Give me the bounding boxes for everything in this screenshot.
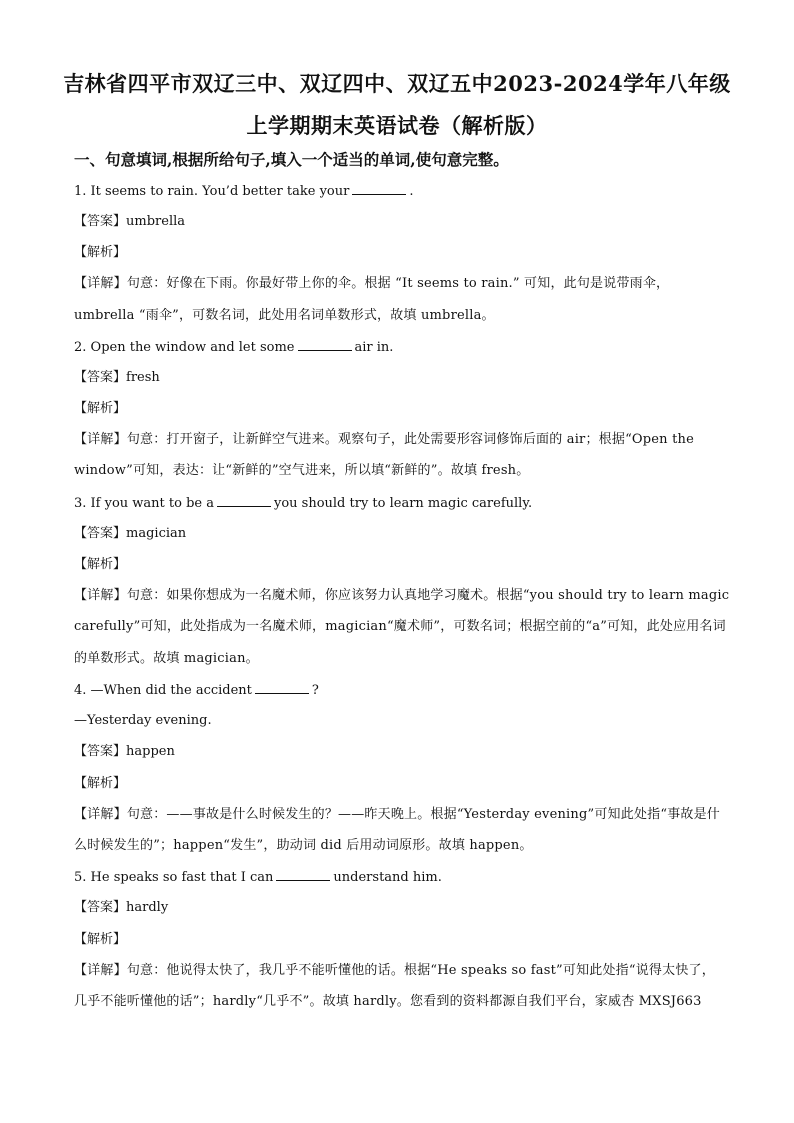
detail-3-line-1 (74, 587, 730, 605)
answer-4 (74, 743, 724, 761)
answer-label: 【答案】 (74, 370, 127, 385)
answer-label: 【答案】 (74, 900, 127, 915)
question-3 (74, 494, 724, 513)
answer-3 (74, 525, 724, 543)
question-text-end: understand him. (333, 870, 442, 885)
answer-blank (255, 681, 309, 694)
question-text: 3. If you want to be a (74, 496, 214, 511)
answer-blank (298, 338, 352, 351)
analysis-label-1: 【解析】 (74, 245, 127, 260)
question-text: 5. He speaks so fast that I can (74, 870, 274, 885)
question-5 (74, 868, 724, 887)
detail-4-line-2: 么时候发生的”；happen“发生”，助动词 did 后用动词原形。故填 happen。 (74, 838, 533, 853)
analysis-label-3: 【解析】 (74, 557, 127, 572)
detail-3-line-3: 的单数形式。故填 magician。 (74, 651, 259, 666)
detail-text: 句意：好像在下雨。你最好带上你的伞。根据 “It seems to rain.” 可知，此句是说带雨伞， (126, 276, 670, 291)
detail-label: 【详解】 (74, 963, 127, 978)
analysis-label-4: 【解析】 (74, 776, 127, 791)
answer-value: fresh (126, 370, 160, 385)
detail-5-line-2: 几乎不能听懂他的话”；hardly“几乎不”。故填 hardly。您看到的资料都源自我们平台，家威杏 MXSJ663 (74, 994, 702, 1009)
document-title-line-2: 上学期期末英语试卷（解析版） (246, 113, 548, 138)
answer-5 (74, 899, 724, 917)
detail-text: 句意：——事故是什么时候发生的？——昨天晚上。根据“Yesterday evening”可知此处指“事故是什 (126, 807, 721, 822)
detail-label: 【详解】 (74, 807, 127, 822)
question-text-end: air in. (354, 340, 394, 355)
detail-3-line-2: carefully”可知，此处指成为一名魔术师，magician“魔术师”，可数名词；根据空前的“a”可知，此处应用名词 (74, 619, 726, 634)
answer-label: 【答案】 (74, 526, 127, 541)
question-2 (74, 338, 724, 357)
question-4-response: —Yesterday evening. (74, 713, 212, 728)
answer-label: 【答案】 (74, 214, 127, 229)
detail-label: 【详解】 (74, 432, 127, 447)
answer-label: 【答案】 (74, 744, 127, 759)
question-text-end: . (409, 184, 414, 199)
document-title-line-1: 吉林省四平市双辽三中、双辽四中、双辽五中2023-2024学年八年级 (63, 71, 731, 96)
answer-2 (74, 369, 724, 387)
question-4 (74, 681, 724, 700)
answer-blank (217, 494, 271, 507)
detail-4-line-1 (74, 806, 724, 824)
detail-1-line-2: umbrella “雨伞”，可数名词，此处用名词单数形式，故填 umbrella。 (74, 308, 495, 323)
answer-blank (352, 182, 406, 195)
detail-5-line-1 (74, 962, 724, 980)
question-text: 2. Open the window and let some (74, 340, 295, 355)
question-text-end: ? (311, 683, 319, 698)
detail-2-line-1 (74, 431, 724, 449)
detail-label: 【详解】 (74, 588, 127, 603)
detail-text: 句意：如果你想成为一名魔术师，你应该努力认真地学习魔术。根据“you should try to learn magic (126, 588, 730, 603)
analysis-label-5: 【解析】 (74, 932, 127, 947)
answer-value: hardly (126, 900, 169, 915)
section-heading: 一、句意填词,根据所给句子,填入一个适当的单词,使句意完整。 (74, 150, 509, 169)
answer-value: happen (126, 744, 175, 759)
detail-2-line-2: window”可知，表达：让“新鲜的”空气进来，所以填“新鲜的”。故填 fresh。 (74, 463, 530, 478)
question-1 (74, 182, 724, 201)
answer-blank (276, 868, 330, 881)
detail-label: 【详解】 (74, 276, 127, 291)
analysis-label-2: 【解析】 (74, 401, 127, 416)
question-text: 4. —When did the accident (74, 683, 252, 698)
detail-1-line-1 (74, 275, 724, 293)
question-text-end: you should try to learn magic carefully. (273, 496, 533, 511)
detail-text: 句意：他说得太快了，我几乎不能听懂他的话。根据“He speaks so fast”可知此处指“说得太快了， (126, 963, 715, 978)
question-text: 1. It seems to rain. You’d better take your (74, 184, 350, 199)
answer-1 (74, 213, 724, 231)
detail-text: 句意：打开窗子，让新鲜空气进来。观察句子，此处需要形容词修饰后面的 air；根据“Open the (126, 432, 694, 447)
answer-value: magician (126, 526, 187, 541)
answer-value: umbrella (126, 214, 186, 229)
